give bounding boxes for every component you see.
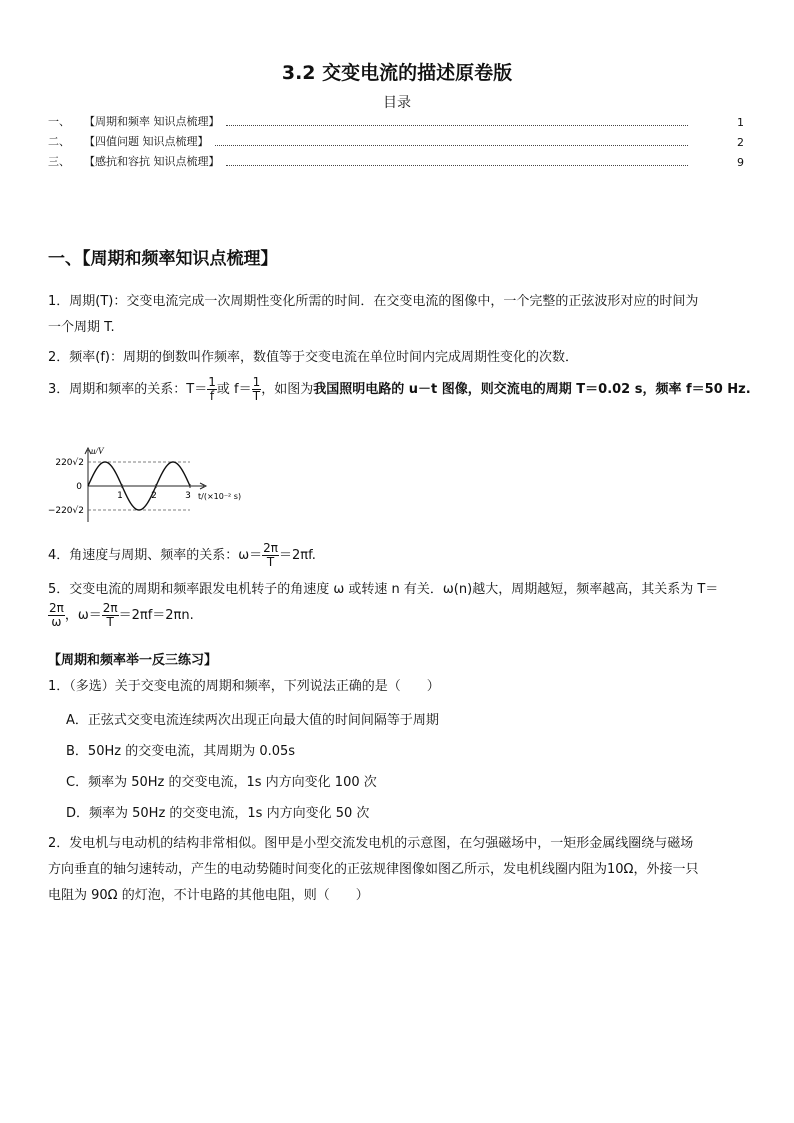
paragraph-angular bbox=[48, 542, 748, 569]
relation-suffix: ，如图为 bbox=[261, 382, 314, 397]
option-b[interactable]: B．50Hz 的交变电流，其周期为 0.05s bbox=[66, 744, 296, 759]
toc-label: 【四值问题 知识点梳理】 bbox=[84, 135, 209, 148]
ut-chart bbox=[40, 442, 270, 526]
toc-heading: 目录 bbox=[383, 95, 411, 111]
numerator: 1 bbox=[208, 375, 216, 389]
toc-row[interactable] bbox=[48, 153, 744, 169]
relation-suffix: ＝2πf＝2πn. bbox=[118, 608, 194, 623]
relation-prefix: 3．周期和频率的关系：T＝ bbox=[48, 382, 208, 397]
fraction bbox=[252, 376, 262, 403]
paragraph-line bbox=[48, 602, 748, 629]
paragraph-generator-relation bbox=[48, 580, 748, 629]
paragraph-period bbox=[48, 292, 748, 338]
toc-leader bbox=[226, 124, 689, 126]
relation-mid: 或 f＝ bbox=[216, 382, 252, 397]
numerator: 2π bbox=[102, 601, 118, 615]
denominator: f bbox=[209, 389, 215, 403]
toc-number: 三、 bbox=[48, 155, 70, 168]
numerator: 2π bbox=[49, 601, 64, 615]
paragraph-frequency: 2．频率(f)：周期的倒数叫作频率，数值等于交变电流在单位时间内完成周期性变化的次数． bbox=[48, 350, 578, 365]
paragraph-line: 电阻为 90Ω 的灯泡，不计电路的其他电阻，则（ ） bbox=[48, 888, 369, 903]
y-axis-label: u/V bbox=[91, 446, 104, 456]
toc-page-number: 9 bbox=[737, 156, 744, 169]
fraction bbox=[102, 602, 119, 629]
paragraph-line: 1．周期(T)：交变电流完成一次周期性变化所需的时间．在交变电流的图像中，一个完整的正弦波形对应的时间为 bbox=[48, 294, 699, 309]
paragraph-line: 5．交变电流的周期和频率跟发电机转子的角速度 ω 或转速 n 有关．ω(n)越大，周期越短，频率越高，其关系为 T＝ bbox=[48, 582, 719, 597]
paragraph-line: 2．发电机与电动机的结构非常相似。图甲是小型交流发电机的示意图，在匀强磁场中，一矩形金属线圈绕与磁场 bbox=[48, 836, 694, 851]
fraction bbox=[48, 602, 65, 629]
option-d[interactable]: D．频率为 50Hz 的交变电流，1s 内方向变化 50 次 bbox=[66, 806, 370, 821]
angular-prefix: 4．角速度与周期、频率的关系：ω＝ bbox=[48, 548, 263, 563]
section-heading: 一、【周期和频率知识点梳理】 bbox=[48, 249, 278, 269]
x-tick-label: 3 bbox=[185, 491, 191, 501]
toc-leader bbox=[226, 164, 689, 166]
fraction bbox=[262, 542, 279, 569]
toc-number: 二、 bbox=[48, 135, 70, 148]
toc-page-number: 2 bbox=[737, 136, 744, 149]
paragraph-relation bbox=[48, 375, 751, 403]
y-tick-label: 220√2 bbox=[55, 458, 84, 468]
angular-suffix: ＝2πf. bbox=[279, 548, 316, 563]
x-axis-label: t/(×10⁻² s) bbox=[198, 492, 242, 501]
denominator: T bbox=[252, 389, 261, 403]
practice-heading: 【周期和频率举一反三练习】 bbox=[48, 653, 218, 668]
paragraph-line: 方向垂直的轴匀速转动，产生的电动势随时间变化的正弦规律图像如图乙所示，发电机线圈内阻为10Ω，外接一只 bbox=[48, 862, 699, 877]
page-title: 3.2 交变电流的描述原卷版 bbox=[281, 62, 513, 84]
relation-bold-text: 我国照明电路的 u－t 图像，则交流电的周期 T＝0.02 s，频率 f＝50 Hz. bbox=[313, 382, 751, 397]
x-tick-label: 2 bbox=[151, 491, 157, 501]
toc-row[interactable] bbox=[48, 133, 744, 149]
numerator: 1 bbox=[252, 375, 261, 389]
denominator: T bbox=[106, 615, 114, 629]
question-2 bbox=[48, 831, 748, 909]
y-tick-label: 0 bbox=[76, 482, 82, 492]
numerator: 2π bbox=[263, 541, 279, 555]
toc-number: 一、 bbox=[48, 115, 70, 128]
paragraph-line: 一个周期 T. bbox=[48, 320, 115, 335]
denominator: T bbox=[266, 555, 275, 569]
option-c[interactable]: C．频率为 50Hz 的交变电流，1s 内方向变化 100 次 bbox=[66, 775, 377, 790]
question-1: 1．（多选）关于交变电流的周期和频率，下列说法正确的是（ ） bbox=[48, 679, 440, 694]
toc-row[interactable] bbox=[48, 113, 744, 129]
toc-page-number: 1 bbox=[737, 116, 744, 129]
toc-label: 【感抗和容抗 知识点梳理】 bbox=[84, 155, 220, 168]
x-tick-label: 1 bbox=[117, 491, 123, 501]
toc-label: 【周期和频率 知识点梳理】 bbox=[84, 115, 220, 128]
y-tick-label: −220√2 bbox=[47, 506, 84, 516]
denominator: ω bbox=[51, 615, 62, 629]
option-a[interactable]: A．正弦式交变电流连续两次出现正向最大值的时间间隔等于周期 bbox=[66, 713, 439, 728]
relation-mid: ，ω＝ bbox=[64, 608, 102, 623]
fraction bbox=[207, 376, 217, 403]
toc-leader bbox=[215, 144, 689, 146]
